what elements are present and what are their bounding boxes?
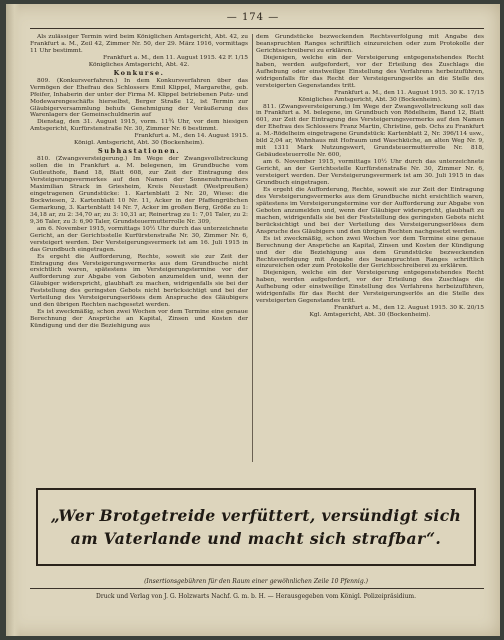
document-page [6, 4, 500, 636]
page-number: — 174 — [226, 12, 280, 23]
slogan-line-2: am Vaterlande und macht sich strafbar“. [70, 529, 442, 548]
section-heading: Konkurse. [113, 68, 165, 77]
footer-rule [30, 588, 484, 589]
notice-paragraph: 811. (Zwangsversteigerung.) Im Wege der Zwangsvollstreckung soll das in Frankfurt a. M. belegene, im Grundbuch von Rödelheim, Band 12, Blatt 601, zur Zeit der Eintragung des Versteigerungsvermerks auf den Namen der Ehefrau des Schlossers Franz Martin, Christine, geb. Ochs zu Frankfurt a. M.-Rödelheim eingetragene Grundstück: Kartenblatt 2, Nr. 396/114 usw., bild 2,04 ar, Wohnhaus mit Hofraum und Waschküche, an alten Weg Nr. 9, mit 1311 Mark Nutzungswert, Grundsteuermutterrolle Nr. 818, Gebäudesteuerrolle Nr. 600, [256, 103, 484, 159]
notice-paragraph: Es ergeht die Aufforderung, Rechte, soweit sie zur Zeit der Eintragung des Versteigerungsvermerks aus dem Grundbuche nicht ersichtlich waren, spätestens im Versteigerungstermine vor der Aufforderung zur Abgabe von Geboten anzumelden und, wenn der Gläubiger widerspricht, glaubhaft zu machen, widrigenfalls sie bei der Feststellung des geringsten Gebots nicht berücksichtigt und bei der Verteilung des Versteigerungserlöses dem Anspruche des Gläubigers und den übrigen Rechten nachgesetzt werden. [256, 186, 484, 235]
date-signature-line: Frankfurt a. M., den 11. August 1915. 42 F. 1/15 [103, 54, 248, 61]
date-signature-line: Frankfurt a. M., den 11. August 1915. 30 K. 17/15 [334, 89, 484, 96]
notice-paragraph: Diejenigen, welche ein der Versteigerung entgegenstehendes Recht haben, werden aufgefordert, vor der Erteilung des Zuschlags die Aufhebung oder einstweilige Einstellung des Verfahrens herbeizuführen, widrigenfalls für das Recht der Versteigerungserlös an die Stelle des versteigerten Gegenstandes tritt. [256, 270, 484, 305]
notice-paragraph: 809. (Konkursverfahren.) In dem Konkursverfahren über das Vermögen der Ehefrau des Schlossers Emil Klippel, Margarethe, geb. Pfeifer, Inhaberin der unter der Firma M. Klippel betriebenen Putz- und Modewarengeschäfts hierselbst, Berger Straße 12, ist Termin zur Gläubigerversammlung behufs Genehmigung der Veräußerung des Warenlagers der Gemeinschuldnerin auf [30, 77, 248, 119]
date-signature-line: Frankfurt a. M., den 12. August 1915. 30 K. 20/15 [334, 305, 484, 312]
right-column [256, 34, 484, 462]
section-heading: Subhastationen. [98, 147, 180, 156]
notice-paragraph: am 6. November 1915, vormittags 10½ Uhr durch das unterzeichnete Gericht, an der Gerichtsstelle Kurfürstenstraße Nr. 30, Zimmer Nr. 6, versteigert werden. Der Versteigerungsvermerk ist am 30. Juli 1915 in das Grundbuch eingetragen. [256, 159, 484, 187]
column-divider [252, 34, 253, 462]
printer-imprint: Druck und Verlag von J. G. Holzwarts Nachf. G. m. b. H. — Herausgegeben vom Königl. Polizeipräsidium. [96, 593, 416, 600]
date-signature-line: Frankfurt a. M., den 14. August 1915. [134, 133, 248, 140]
slogan-line-1: „Wer Brotgetreide verfüttert, versündigt sich [50, 506, 462, 525]
notice-paragraph: Es ist zweckmäßig, schon zwei Wochen vor dem Termine eine genaue Berechnung der Ansprüche an Kapital, Zinsen und Kosten der Kündigung und der die Beziehigung aus dem Grundstücke bezweckenden Rechtsverfolgung mit Angabe des beanspruchten Ranges schriftlich einzureichen oder zum Protokolle der Gerichtsschreiberei zu erklären. [256, 235, 484, 270]
notice-paragraph: Es ist zweckmäßig, schon zwei Wochen vor dem Termine eine genaue Berechnung der Ansprüche an Kapital, Zinsen und Kosten der Kündigung und der die Beziehigung aus [30, 309, 248, 330]
notice-paragraph: Dienstag, den 31. August 1915, vorm. 11¾ Uhr, vor dem hiesigen Amtsgericht, Kurfürstenstraße Nr. 30, Zimmer Nr. 6 bestimmt. [30, 119, 248, 133]
court-signature: Königl. Amtsgericht, Abt. 30 (Bockenheim). [73, 140, 204, 147]
header-rule [30, 28, 484, 29]
notice-paragraph: Diejenigen, welche ein der Versteigerung entgegenstehendes Recht haben, werden aufgefordert, vor der Erteilung des Zuschlags die Aufhebung oder einstweilige Einstellung des Verfahrens herbeizuführen, widrigenfalls für das Recht der Versteigerungserlös an die Stelle des versteigerten Gegenstandes tritt. [256, 54, 484, 89]
court-signature: Königliches Amtsgericht, Abt. 30 (Bockenheim). [298, 96, 442, 103]
court-signature: Kgl. Amtsgericht, Abt. 30 (Bockenheim). [309, 312, 431, 319]
notice-paragraph: Es ergeht die Aufforderung, Rechte, soweit sie zur Zeit der Eintragung des Versteigerungsvermerks aus dem Grundbuche nicht ersichtlich waren, spätestens im Versteigerungstermine vor der Aufforderung zur Abgabe von Geboten anzumelden und, wenn der Gläubiger widerspricht, glaubhaft zu machen, widrigenfalls sie bei der Feststellung des geringsten Gebots nicht berücksichtigt und bei der Verteilung des Versteigerungserlöses dem Anspruche des Gläubigers und den übrigen Rechten nachgesetzt werden. [30, 253, 248, 309]
notice-paragraph: 810. (Zwangsversteigerung.) Im Wege der Zwangsvollstreckung sollen die in Frankfurt a. M. belegenen, im Grundbuche vom Gutleuthofe, Band 18, Blatt 608, zur Zeit der Eintragung des Versteigerungsvermerkes auf den Namen der Sonnenuhrmachers Maximilian Strack in Griesheim, Kreis Neustadt (Westpreußen) eingetragenen Grundstücke: 1. Kartenblatt 2 Nr. 20, Wiese: die Bockwiesen, 2. Kartenblatt 10 Nr. 11, Acker in der Pfaffengrübchen Gemarkung, 3. Kartenblatt 14 Nr. 7, Acker im großen Berg, Größe zu 1: 34,18 ar, zu 2: 34,70 ar, zu 3: 10,31 ar, Reinertrag zu 1: 7,01 Taler, zu 2: 9,36 Taler, zu 3: 6,90 Taler, Grundsteuermutterrolle Nr. 309, [30, 156, 248, 225]
slogan-box [36, 488, 476, 566]
court-signature: Königliches Amtsgericht, Abt. 42. [88, 61, 190, 68]
left-column [30, 34, 248, 462]
page-fold-shadow [6, 4, 20, 636]
notice-paragraph: Als zulässiger Termin wird beim Königlichen Amtsgericht, Abt. 42, zu Frankfurt a. M., Zeil 42, Zimmer Nr. 50, der 29. März 1916, vormittags 11 Uhr bestimmt. [30, 34, 248, 54]
notice-paragraph: dem Grundstücke bezweckenden Rechtsverfolgung mit Angabe des beanspruchten Ranges schriftlich einzureichen oder zum Protokolle der Gerichtsschreiberei zu erklären. [256, 34, 484, 54]
notice-paragraph: am 6. November 1915, vormittags 10½ Uhr durch das unterzeichnete Gericht, an der Gerichtsstelle Kurfürstenstraße Nr. 30, Zimmer Nr. 6, versteigert werden. Der Versteigerungsvermerk ist am 16. Juli 1915 in das Grundbuch eingetragen. [30, 225, 248, 253]
insertion-fee-note: (Insertionsgebühren für den Raum einer gewöhnlichen Zeile 10 Pfennig.) [144, 578, 368, 585]
